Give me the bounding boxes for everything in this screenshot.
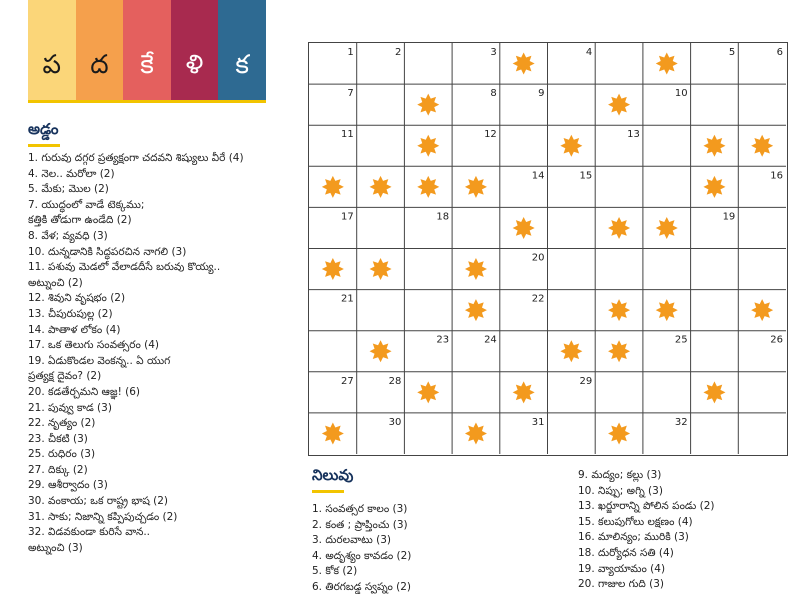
grid-cell[interactable] — [309, 84, 357, 125]
down-clue-list — [578, 468, 715, 593]
grid-cell[interactable] — [357, 413, 405, 454]
across-clue-list — [28, 151, 244, 556]
clue-item: 19. వ్యాయామం (4) — [578, 562, 666, 575]
blocked-star-icon — [703, 176, 725, 198]
heading-underline — [28, 144, 60, 147]
grid-cell[interactable] — [452, 125, 500, 166]
grid-cell[interactable] — [548, 84, 596, 125]
clue-item: 10. నిప్పు; అగ్ని (3) — [578, 484, 663, 497]
grid-cell[interactable] — [691, 207, 739, 248]
clue-item: 25. రుధిరం (3) — [28, 448, 96, 461]
grid-cell[interactable] — [404, 43, 452, 84]
clue-item: 22. నృత్యం (2) — [28, 417, 96, 430]
grid-cell[interactable] — [691, 331, 739, 372]
grid-cell[interactable] — [595, 372, 643, 413]
grid-cell[interactable] — [309, 43, 357, 84]
grid-cell[interactable] — [452, 84, 500, 125]
clue-item: 23. చీకటి (3) — [28, 432, 88, 445]
heading-underline — [312, 490, 344, 493]
grid-cell[interactable] — [548, 290, 596, 331]
grid-cell[interactable] — [643, 166, 691, 207]
clue-item: 15. కలుపుగోలు లక్షణం (4) — [578, 515, 693, 528]
blocked-star-icon — [751, 135, 773, 157]
blocked-star-icon — [465, 422, 487, 444]
grid-cell[interactable] — [643, 372, 691, 413]
clue-item: 9. మద్యం; కల్లు (3) — [578, 469, 662, 481]
grid-cell[interactable] — [738, 413, 786, 454]
title-tiles — [28, 0, 266, 102]
grid-cell[interactable] — [309, 207, 357, 248]
grid-cell[interactable] — [500, 125, 548, 166]
clue-item: 7. యుద్ధంలో వాడే టెక్కము; — [28, 198, 145, 211]
grid-cell[interactable] — [357, 84, 405, 125]
grid-cell[interactable] — [738, 207, 786, 248]
blocked-star-icon — [608, 94, 630, 116]
grid-cell[interactable] — [643, 84, 691, 125]
blocked-star-icon — [656, 53, 678, 75]
clue-item: 14. పాతాళ లోకం (4) — [28, 323, 121, 336]
clue-item: 30. వంకాయ; ఒక రాష్ట్ర భాష (2) — [28, 495, 169, 508]
across-heading — [28, 120, 60, 147]
blocked-star-icon — [465, 176, 487, 198]
blocked-star-icon — [608, 217, 630, 239]
clue-item: 2. కంత ; ప్రాప్తించు (3) — [312, 518, 408, 531]
blocked-star-icon — [417, 176, 439, 198]
blocked-star-icon — [370, 340, 392, 362]
grid-cell[interactable] — [691, 249, 739, 290]
down-clue-list — [312, 502, 411, 596]
blocked-star-icon — [703, 381, 725, 403]
blocked-star-icon — [560, 340, 582, 362]
blocked-star-icon — [703, 135, 725, 157]
grid-cell[interactable] — [691, 413, 739, 454]
grid-cell[interactable] — [404, 290, 452, 331]
grid-cell[interactable] — [738, 166, 786, 207]
clue-item: 32. విడవకుండా కురిసే వాన.. — [28, 526, 150, 539]
blocked-star-icon — [465, 299, 487, 321]
blocked-star-icon — [322, 258, 344, 280]
grid-cell[interactable] — [548, 249, 596, 290]
blocked-star-icon — [465, 258, 487, 280]
grid-cell[interactable] — [548, 413, 596, 454]
blocked-star-icon — [608, 299, 630, 321]
grid-cell[interactable] — [500, 166, 548, 207]
blocked-star-icon — [513, 53, 535, 75]
title-tile — [28, 0, 76, 100]
clue-item: 18. దుర్యోధన సతి (4) — [578, 546, 674, 559]
clue-item: ప్రత్యక్ష దైవం? (2) — [28, 370, 102, 383]
grid-cell[interactable] — [548, 166, 596, 207]
clue-item: 6. తిరగబడ్డ స్వప్నం (2) — [312, 580, 411, 593]
clue-item: 4. నెల.. మరోలా (2) — [28, 167, 115, 180]
tile-letter: క — [235, 50, 249, 80]
grid-cell[interactable] — [357, 372, 405, 413]
clue-item: కత్తికి తోడుగా ఉండేది (2) — [28, 214, 132, 227]
clue-item: 16. మాలిన్యం; మురికి (3) — [578, 531, 689, 544]
grid-cell[interactable] — [643, 413, 691, 454]
grid-cell[interactable] — [357, 207, 405, 248]
grid-cell[interactable] — [595, 166, 643, 207]
clue-item: 20. కడతేర్చమని ఆజ్ఞ! (6) — [28, 385, 141, 398]
title-tile — [76, 0, 124, 100]
grid-cell[interactable] — [738, 331, 786, 372]
clue-item: అట్నుంచి (2) — [28, 276, 83, 289]
clue-item: 27. దిక్కు (2) — [28, 463, 88, 476]
grid-cell[interactable] — [738, 43, 786, 84]
clue-item: 21. పువ్వు కాడ (3) — [28, 401, 112, 414]
grid-cell[interactable] — [500, 249, 548, 290]
tile-letter: కే — [140, 50, 154, 80]
grid-cell[interactable] — [738, 249, 786, 290]
grid-cell[interactable] — [452, 331, 500, 372]
clue-item: 13. ఖర్జూరాన్ని పోలిన పండు (2) — [578, 500, 715, 513]
clue-item: అట్నుంచి (3) — [28, 541, 83, 554]
grid-cell[interactable] — [404, 249, 452, 290]
clue-item: 10. దున్నడానికి సిద్ధపరచిన నాగలి (3) — [28, 245, 187, 258]
clue-item: 4. అదృశ్యం కావడం (2) — [312, 549, 412, 562]
grid-cell[interactable] — [357, 43, 405, 84]
clue-item: 29. ఆశీర్వాదం (3) — [28, 479, 108, 492]
down-heading — [312, 466, 353, 493]
tile-letter: ద — [90, 50, 109, 80]
crossword-grid — [308, 42, 788, 456]
clue-item: 19. ఏడుకొండల వెంకన్న.. ఏ యుగ — [28, 354, 171, 367]
grid-cell[interactable] — [738, 372, 786, 413]
blocked-star-icon — [417, 94, 439, 116]
blocked-star-icon — [560, 135, 582, 157]
clue-item: 31. సాకు; నిజాన్ని కప్పిపుచ్చడం (2) — [28, 510, 178, 523]
grid-cell[interactable] — [309, 125, 357, 166]
grid-cell[interactable] — [643, 125, 691, 166]
clue-item: 1. సంవత్సర కాలం (3) — [312, 503, 408, 515]
grid-cell[interactable] — [643, 331, 691, 372]
grid-cell[interactable] — [309, 372, 357, 413]
clue-item: 12. శివుని వృషభం (2) — [28, 292, 126, 305]
grid-cell[interactable] — [691, 43, 739, 84]
title-tile — [123, 0, 171, 100]
blocked-star-icon — [322, 176, 344, 198]
grid-cell[interactable] — [500, 84, 548, 125]
clue-item: 17. ఒక తెలుగు సంవత్సరం (4) — [28, 339, 160, 352]
blocked-star-icon — [417, 381, 439, 403]
grid-cell[interactable] — [548, 207, 596, 248]
grid-cell[interactable] — [691, 290, 739, 331]
grid-cell[interactable] — [309, 290, 357, 331]
clue-item: 13. చీపురుపుల్ల (2) — [28, 307, 113, 320]
title-tile — [171, 0, 219, 100]
grid-cell[interactable] — [738, 84, 786, 125]
clue-item: 8. వేళ; వ్యవధి (3) — [28, 229, 108, 242]
down-title: నిలువు — [312, 466, 354, 484]
blocked-star-icon — [370, 258, 392, 280]
title-tile — [218, 0, 266, 100]
grid-cell[interactable] — [548, 372, 596, 413]
blocked-star-icon — [513, 381, 535, 403]
grid-cell[interactable] — [357, 125, 405, 166]
grid-cell[interactable] — [595, 249, 643, 290]
clue-item: 5. మేకు; మొల (2) — [28, 183, 109, 196]
grid-cell[interactable] — [595, 125, 643, 166]
blocked-star-icon — [751, 299, 773, 321]
grid-cell[interactable] — [500, 331, 548, 372]
blocked-star-icon — [656, 217, 678, 239]
blocked-star-icon — [322, 422, 344, 444]
blocked-star-icon — [608, 340, 630, 362]
blocked-star-icon — [417, 135, 439, 157]
clue-item: 1. గురువు దగ్గర ప్రత్యక్షంగా చదవని శిష్యులు వీరే (4) — [28, 152, 244, 164]
blocked-star-icon — [608, 422, 630, 444]
grid-cell[interactable] — [500, 290, 548, 331]
grid-cell[interactable] — [548, 43, 596, 84]
title-underline — [28, 100, 266, 103]
across-title: అడ్డం — [28, 120, 59, 138]
grid-cell[interactable] — [404, 413, 452, 454]
grid-cell[interactable] — [500, 413, 548, 454]
blocked-star-icon — [513, 217, 535, 239]
grid-cell[interactable] — [309, 331, 357, 372]
grid-cell[interactable] — [643, 249, 691, 290]
clue-item: 3. దురలవాటు (3) — [312, 534, 392, 547]
grid-cell[interactable] — [691, 84, 739, 125]
grid-cell[interactable] — [404, 207, 452, 248]
clue-item: 11. పశువు మెడలో వేలాడదీసే బరువు కొయ్య.. — [28, 261, 221, 274]
clue-item: 5. కోక (2) — [312, 565, 358, 578]
grid-cell[interactable] — [452, 372, 500, 413]
tile-letter: ళి — [185, 50, 204, 80]
clue-item: 20. గాజుల గుది (3) — [578, 578, 665, 591]
tile-letter: ప — [42, 50, 62, 80]
grid-cell[interactable] — [404, 331, 452, 372]
blocked-star-icon — [370, 176, 392, 198]
grid-canvas — [309, 43, 786, 454]
grid-cell[interactable] — [595, 43, 643, 84]
grid-cell[interactable] — [357, 290, 405, 331]
blocked-star-icon — [656, 299, 678, 321]
grid-cell[interactable] — [452, 207, 500, 248]
grid-cell[interactable] — [452, 43, 500, 84]
